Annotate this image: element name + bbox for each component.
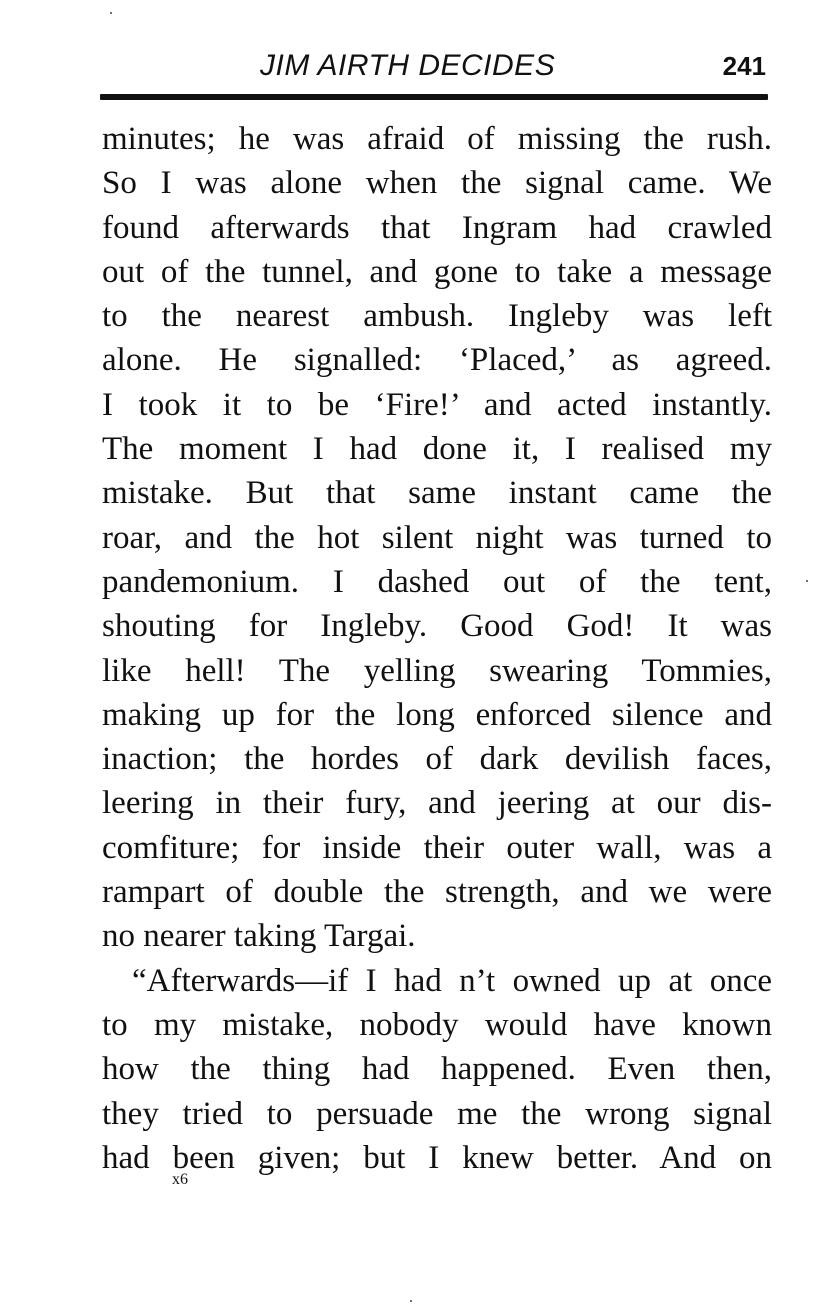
text-line: alone. He signalled: ‘Placed,’ as agreed.: [102, 342, 772, 379]
text-line: making up for the long enforced silence and: [102, 696, 772, 733]
text-line: The moment I had done it, I realised my: [102, 431, 772, 468]
text-line: to the nearest ambush. Ingleby was left: [102, 298, 772, 335]
text-line: leering in their fury, and jeering at our dis-: [102, 785, 772, 822]
text-line: to my mistake, nobody would have known: [102, 1006, 772, 1043]
paper-speck: [110, 12, 112, 14]
text-line: no nearer taking Targai.: [102, 918, 416, 955]
signature-mark: x6: [172, 1171, 188, 1188]
text-line: out of the tunnel, and gone to take a message: [102, 253, 772, 290]
text-line: mistake. But that same instant came the: [102, 475, 772, 512]
running-head: [100, 44, 772, 88]
text-line: I took it to be ‘Fire!’ and acted instantly.: [102, 386, 772, 423]
header-rule: [100, 94, 768, 100]
text-line: inaction; the hordes of dark devilish faces,: [102, 741, 772, 778]
text-line: had been given; but I knew better. And on: [102, 1139, 772, 1176]
text-line: shouting for Ingleby. Good God! It was: [102, 608, 772, 645]
body-text: [102, 117, 772, 1180]
text-line: how the thing had happened. Even then,: [102, 1051, 772, 1088]
paper-speck: [806, 580, 808, 582]
text-line: rampart of double the strength, and we were: [102, 874, 772, 911]
text-line: like hell! The yelling swearing Tommies,: [102, 652, 772, 689]
paper-speck: [410, 1300, 412, 1302]
text-line: comfiture; for inside their outer wall, was a: [102, 829, 772, 866]
text-line: they tried to persuade me the wrong signal: [102, 1095, 772, 1132]
running-title: JIM AIRTH DECIDES: [260, 49, 556, 82]
text-line: “Afterwards—if I had n’t owned up at once: [132, 962, 772, 999]
text-line: minutes; he was afraid of missing the rush.: [102, 121, 772, 157]
text-line: pandemonium. I dashed out of the tent,: [102, 563, 772, 600]
page-number: 241: [722, 51, 766, 81]
text-line: roar, and the hot silent night was turned to: [102, 519, 772, 556]
text-line: found afterwards that Ingram had crawled: [102, 209, 772, 246]
text-line: So I was alone when the signal came. We: [102, 165, 772, 202]
